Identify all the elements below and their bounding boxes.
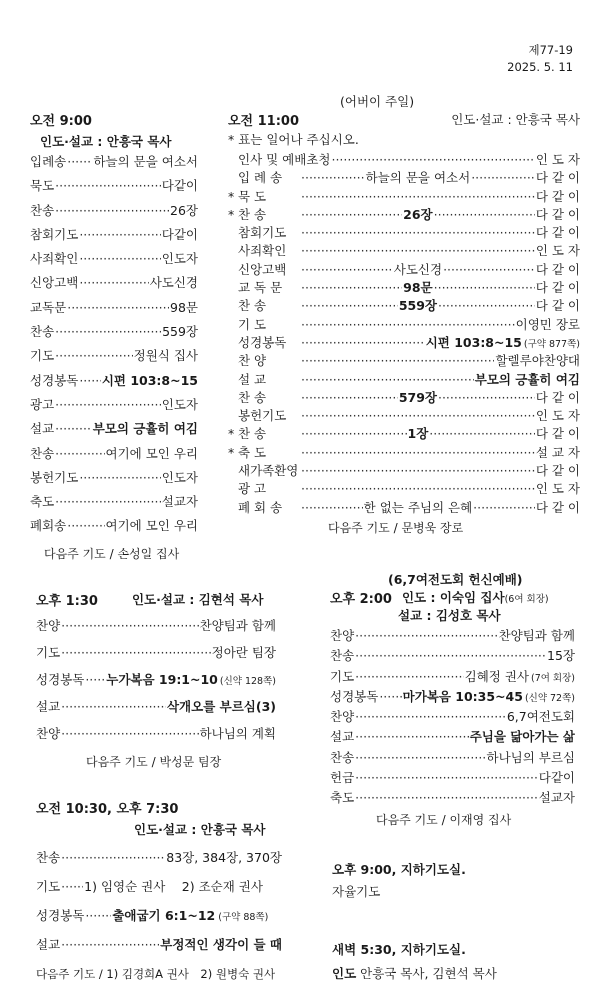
officiant: 인도·설교 : 안흥국 목사 <box>451 112 580 127</box>
order-item: 묵도 ····· 다같이 <box>30 176 198 200</box>
service-title: 오전 9:00 <box>30 114 92 129</box>
order-item: 기도 ····· 1) 임영순 권사 2) 조순재 권사 <box>36 877 282 906</box>
order-item: 찬양 ····· 6,7여전도회 <box>330 707 575 727</box>
service-pm9 <box>332 860 466 900</box>
order-item: 찬송 ····· 하나님의 부르심 <box>330 748 575 768</box>
order-item: 참회기도 ····· 다 같 이 <box>228 223 580 241</box>
service-pm130 <box>36 590 276 770</box>
bulletin-number: 제77-19 <box>528 43 573 57</box>
order-item: 성경봉독 ····· 누가복음 19:1~10 (신약 128쪽) <box>36 670 276 697</box>
order-item: 입 례 송 ····· 하늘의 문을 여소서 ····· 다 같 이 <box>228 168 580 186</box>
order-item: 찬송 ····· 83장, 384장, 370장 <box>36 848 282 877</box>
officiant-leader-note: (6여 회장) <box>504 594 549 605</box>
officiant: 인도·설교 : 안흥국 목사 <box>134 822 266 837</box>
order-item: * 찬 송 ····· 26장 ····· 다 같 이 <box>228 205 580 223</box>
service-pm2 <box>330 588 575 828</box>
order-item: 헌금 ····· 다같이 <box>330 768 575 788</box>
order-item: 찬양 ····· 하나님의 계획 <box>36 724 276 751</box>
order-item: 설 교 ····· 부모의 긍휼히 여김 <box>228 370 580 388</box>
order-item: 성경봉독 ····· 마가복음 10:35~45 (신약 72쪽) <box>330 687 575 707</box>
order-item: * 축 도 ····· 설 교 자 <box>228 443 580 461</box>
order-item: 봉헌기도 ····· 인도자 <box>30 468 198 492</box>
order-item: 기도 ····· 정원식 집사 <box>30 346 198 370</box>
order-item: 축도 ····· 설교자 <box>30 492 198 516</box>
order-item: 찬송 ····· 15장 <box>330 646 575 666</box>
officiant: 인도·설교 : 김현석 목사 <box>131 592 264 607</box>
order-item: * 찬 송 ····· 1장 ····· 다 같 이 <box>228 424 580 442</box>
bulletin-date: 2025. 5. 11 <box>507 60 573 74</box>
service-am9 <box>30 110 198 562</box>
next-week-prayer: 다음주 기도 / 손성일 집사 <box>44 546 180 561</box>
order-item: 사죄확인 ····· 인도자 <box>30 249 198 273</box>
order-list <box>36 616 276 751</box>
order-item: 설교 ····· 삭개오를 부르심(3) <box>36 697 276 724</box>
order-item: 성경봉독 ····· 시편 103:8~15 (구약 877쪽) <box>228 333 580 351</box>
order-item: 축도 ····· 설교자 <box>330 788 575 808</box>
order-item: 설교 ····· 부정적인 생각이 들 때 <box>36 935 282 964</box>
service-title: 오전 10:30, 오후 7:30 <box>36 802 179 817</box>
service-title: 오후 2:00 <box>330 592 392 607</box>
order-item: 봉헌기도 ····· 인 도 자 <box>228 406 580 424</box>
service-am1030 <box>36 798 282 982</box>
service-subtitle: (6,7여전도회 헌신예배) <box>388 572 523 587</box>
order-item: 광고 ····· 인도자 <box>30 395 198 419</box>
order-item: 찬 송 ····· 579장 ····· 다 같 이 <box>228 388 580 406</box>
service-subtitle: (어버이 주일) <box>340 94 415 109</box>
service-dawn <box>332 940 497 982</box>
next-week-prayer: 다음주 기도 / 1) 김경희A 권사 2) 원병숙 권사 <box>36 967 276 981</box>
next-week-prayer: 다음주 기도 / 문병욱 장로 <box>328 520 464 535</box>
service-am11 <box>228 110 580 536</box>
order-item: 신앙고백 ····· 사도신경 <box>30 273 198 297</box>
order-item: 교독문 ····· 98문 <box>30 298 198 322</box>
order-list <box>330 626 575 809</box>
order-item: 교 독 문 ····· 98문 ····· 다 같 이 <box>228 278 580 296</box>
order-item: 신앙고백 ····· 사도신경 ····· 다 같 이 <box>228 260 580 278</box>
order-item: 사죄확인 ····· 인 도 자 <box>228 241 580 259</box>
order-item: 찬양 ····· 찬양팀과 함께 <box>330 626 575 646</box>
order-item: 성경봉독 ····· 출애굽기 6:1~12 (구약 88쪽) <box>36 906 282 935</box>
order-item: 기도 ····· 정아란 팀장 <box>36 643 276 670</box>
next-week-prayer: 다음주 기도 / 이재영 집사 <box>376 812 512 827</box>
order-item: 폐회송 ····· 여기에 모인 우리 <box>30 516 198 540</box>
service-title: 오후 1:30 <box>36 594 98 609</box>
officiant: 인도·설교 : 안흥국 목사 <box>40 134 172 149</box>
order-item: 찬송 ····· 26장 <box>30 201 198 225</box>
order-item: 참회기도 ····· 다같이 <box>30 225 198 249</box>
service-desc: 안흥국 목사, 김현석 목사 <box>360 966 497 981</box>
order-item: 기도 ····· 김혜정 권사 (7여 회장) <box>330 667 575 687</box>
order-item: 폐 회 송 ····· 한 없는 주님의 은혜 ····· 다 같 이 <box>228 498 580 516</box>
order-item: 입례송 ····· 하늘의 문을 여소서 <box>30 152 198 176</box>
order-item: 찬양 ····· 찬양팀과 함께 <box>36 616 276 643</box>
order-item: 성경봉독 ····· 시편 103:8~15 <box>30 371 198 395</box>
order-item: 설교 ····· 부모의 긍휼히 여김 <box>30 419 198 443</box>
order-item: 광 고 ····· 인 도 자 <box>228 479 580 497</box>
order-item: 찬 양 ····· 할렐루야찬양대 <box>228 351 580 369</box>
order-item: 찬송 ····· 여기에 모인 우리 <box>30 444 198 468</box>
service-title: 새벽 5:30, 지하기도실. <box>332 942 466 957</box>
order-item: 찬송 ····· 559장 <box>30 322 198 346</box>
order-item: 설교 ····· 주님을 닮아가는 삶 <box>330 727 575 747</box>
service-desc-label: 인도 <box>332 966 357 981</box>
order-item: 찬 송 ····· 559장 ····· 다 같 이 <box>228 296 580 314</box>
officiant-preacher: 설교 : 김성호 목사 <box>398 608 501 623</box>
service-desc: 자율기도 <box>332 884 381 899</box>
officiant-leader: 인도 : 이숙임 집사 <box>401 590 505 605</box>
order-item: 기 도 ····· 이영민 장로 <box>228 315 580 333</box>
order-item: * 묵 도 ····· 다 같 이 <box>228 187 580 205</box>
order-list <box>30 152 198 541</box>
order-list <box>228 150 580 516</box>
next-week-prayer: 다음주 기도 / 박성문 팀장 <box>86 755 222 769</box>
service-title: 오후 9:00, 지하기도실. <box>332 862 466 877</box>
stand-note: * 표는 일어나 주십시오. <box>228 132 359 147</box>
order-item: 인사 및 예배초청 ····· 인 도 자 <box>228 150 580 168</box>
order-item: 새가족환영 ····· 다 같 이 <box>228 461 580 479</box>
service-title: 오전 11:00 <box>228 114 300 129</box>
